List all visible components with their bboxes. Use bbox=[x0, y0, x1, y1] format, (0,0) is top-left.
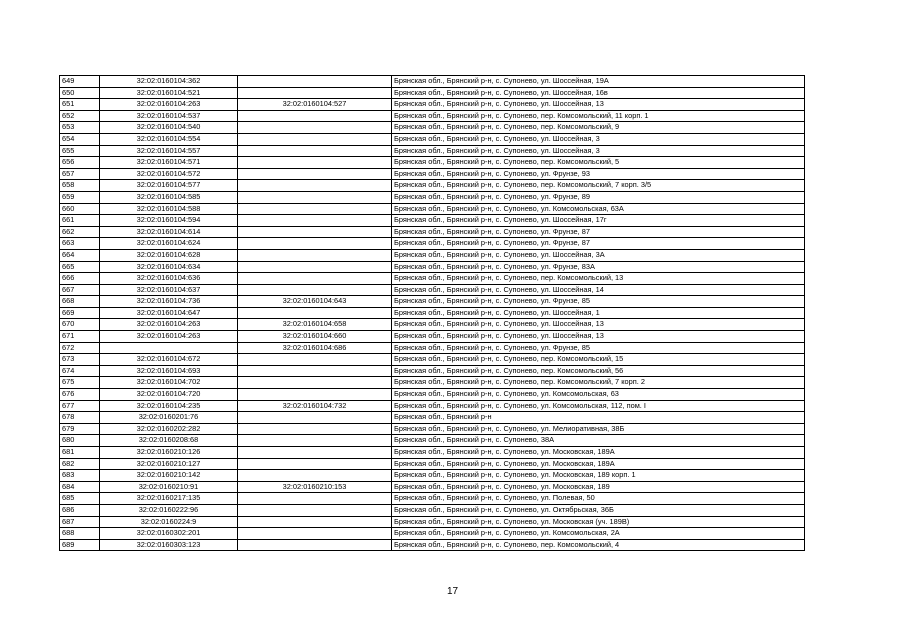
parent-cadastral-number-cell bbox=[238, 377, 392, 389]
cadastral-number-cell: 32:02:0160104:362 bbox=[100, 76, 238, 88]
row-number-cell: 685 bbox=[60, 493, 100, 505]
parent-cadastral-number-cell bbox=[238, 284, 392, 296]
parent-cadastral-number-cell: 32:02:0160210:153 bbox=[238, 481, 392, 493]
table-row bbox=[60, 481, 805, 493]
parent-cadastral-number-cell bbox=[238, 249, 392, 261]
address-cell: Брянская обл., Брянский р-н, с. Супонево, ул. Шоссейная, 13 bbox=[392, 319, 805, 331]
cadastral-number-cell: 32:02:0160104:736 bbox=[100, 296, 238, 308]
registry-table bbox=[59, 75, 805, 551]
parent-cadastral-number-cell bbox=[238, 447, 392, 459]
table-row bbox=[60, 354, 805, 366]
address-cell: Брянская обл., Брянский р-н, с. Супонево, ул. Шоссейная, 14 bbox=[392, 284, 805, 296]
table-row bbox=[60, 273, 805, 285]
cadastral-number-cell: 32:02:0160104:577 bbox=[100, 180, 238, 192]
cadastral-number-cell: 32:02:0160104:537 bbox=[100, 110, 238, 122]
address-cell: Брянская обл., Брянский р-н, с. Супонево, ул. Фрунзе, 87 bbox=[392, 238, 805, 250]
cadastral-number-cell: 32:02:0160104:540 bbox=[100, 122, 238, 134]
address-cell: Брянская обл., Брянский р-н, с. Супонево, ул. Мелиоративная, 38Б bbox=[392, 423, 805, 435]
table-row bbox=[60, 365, 805, 377]
cadastral-number-cell: 32:02:0160210:142 bbox=[100, 470, 238, 482]
row-number-cell: 658 bbox=[60, 180, 100, 192]
cadastral-number-cell: 32:02:0160104:235 bbox=[100, 400, 238, 412]
address-cell: Брянская обл., Брянский р-н, с. Супонево, ул. Московская, 189 корп. 1 bbox=[392, 470, 805, 482]
row-number-cell: 679 bbox=[60, 423, 100, 435]
table-row bbox=[60, 145, 805, 157]
address-cell: Брянская обл., Брянский р-н, с. Супонево, ул. Комсомольская, 112, пом. I bbox=[392, 400, 805, 412]
parent-cadastral-number-cell: 32:02:0160104:643 bbox=[238, 296, 392, 308]
row-number-cell: 667 bbox=[60, 284, 100, 296]
table-row bbox=[60, 110, 805, 122]
table-row bbox=[60, 307, 805, 319]
cadastral-number-cell: 32:02:0160104:628 bbox=[100, 249, 238, 261]
parent-cadastral-number-cell bbox=[238, 203, 392, 215]
parent-cadastral-number-cell bbox=[238, 412, 392, 424]
table-row bbox=[60, 122, 805, 134]
table-row bbox=[60, 447, 805, 459]
parent-cadastral-number-cell bbox=[238, 273, 392, 285]
parent-cadastral-number-cell bbox=[238, 516, 392, 528]
row-number-cell: 686 bbox=[60, 504, 100, 516]
cadastral-number-cell: 32:02:0160104:521 bbox=[100, 87, 238, 99]
address-cell: Брянская обл., Брянский р-н, с. Супонево, ул. Шоссейная, 17г bbox=[392, 215, 805, 227]
cadastral-number-cell: 32:02:0160224:9 bbox=[100, 516, 238, 528]
table-row bbox=[60, 76, 805, 88]
cadastral-number-cell: 32:02:0160208:68 bbox=[100, 435, 238, 447]
cadastral-number-cell: 32:02:0160104:702 bbox=[100, 377, 238, 389]
parent-cadastral-number-cell bbox=[238, 365, 392, 377]
cadastral-number-cell: 32:02:0160104:672 bbox=[100, 354, 238, 366]
parent-cadastral-number-cell bbox=[238, 76, 392, 88]
parent-cadastral-number-cell bbox=[238, 493, 392, 505]
row-number-cell: 662 bbox=[60, 226, 100, 238]
cadastral-number-cell: 32:02:0160104:634 bbox=[100, 261, 238, 273]
table-row bbox=[60, 435, 805, 447]
address-cell: Брянская обл., Брянский р-н, с. Супонево, ул. Шоссейная, 3 bbox=[392, 133, 805, 145]
row-number-cell: 681 bbox=[60, 447, 100, 459]
address-cell: Брянская обл., Брянский р-н, с. Супонево, ул. Шоссейная, 1 bbox=[392, 307, 805, 319]
table-row bbox=[60, 238, 805, 250]
parent-cadastral-number-cell bbox=[238, 389, 392, 401]
table-row bbox=[60, 99, 805, 111]
table-row bbox=[60, 180, 805, 192]
parent-cadastral-number-cell bbox=[238, 215, 392, 227]
table-row bbox=[60, 249, 805, 261]
address-cell: Брянская обл., Брянский р-н, с. Супонево, ул. Московская (уч. 189В) bbox=[392, 516, 805, 528]
row-number-cell: 676 bbox=[60, 389, 100, 401]
row-number-cell: 660 bbox=[60, 203, 100, 215]
address-cell: Брянская обл., Брянский р-н, с. Супонево, пер. Комсомольский, 5 bbox=[392, 157, 805, 169]
cadastral-number-cell: 32:02:0160104:571 bbox=[100, 157, 238, 169]
parent-cadastral-number-cell: 32:02:0160104:732 bbox=[238, 400, 392, 412]
table-row bbox=[60, 331, 805, 343]
row-number-cell: 674 bbox=[60, 365, 100, 377]
table-row bbox=[60, 458, 805, 470]
row-number-cell: 664 bbox=[60, 249, 100, 261]
table-row bbox=[60, 400, 805, 412]
table-row bbox=[60, 168, 805, 180]
cadastral-number-cell: 32:02:0160104:572 bbox=[100, 168, 238, 180]
cadastral-number-cell: 32:02:0160222:96 bbox=[100, 504, 238, 516]
parent-cadastral-number-cell bbox=[238, 539, 392, 551]
parent-cadastral-number-cell bbox=[238, 528, 392, 540]
parent-cadastral-number-cell bbox=[238, 307, 392, 319]
parent-cadastral-number-cell bbox=[238, 458, 392, 470]
parent-cadastral-number-cell bbox=[238, 133, 392, 145]
address-cell: Брянская обл., Брянский р-н, с. Супонево, ул. Шоссейная, 19А bbox=[392, 76, 805, 88]
table-row bbox=[60, 539, 805, 551]
table-row bbox=[60, 377, 805, 389]
parent-cadastral-number-cell bbox=[238, 238, 392, 250]
row-number-cell: 668 bbox=[60, 296, 100, 308]
address-cell: Брянская обл., Брянский р-н, с. Супонево, пер. Комсомольский, 15 bbox=[392, 354, 805, 366]
table-row bbox=[60, 87, 805, 99]
cadastral-number-cell: 32:02:0160104:585 bbox=[100, 191, 238, 203]
row-number-cell: 683 bbox=[60, 470, 100, 482]
row-number-cell: 687 bbox=[60, 516, 100, 528]
cadastral-number-cell: 32:02:0160104:720 bbox=[100, 389, 238, 401]
address-cell: Брянская обл., Брянский р-н, с. Супонево, ул. Московская, 189А bbox=[392, 447, 805, 459]
table-row bbox=[60, 215, 805, 227]
address-cell: Брянская обл., Брянский р-н, с. Супонево, ул. Полевая, 50 bbox=[392, 493, 805, 505]
table-row bbox=[60, 470, 805, 482]
parent-cadastral-number-cell bbox=[238, 261, 392, 273]
row-number-cell: 652 bbox=[60, 110, 100, 122]
address-cell: Брянская обл., Брянский р-н, с. Супонево, пер. Комсомольский, 4 bbox=[392, 539, 805, 551]
address-cell: Брянская обл., Брянский р-н, с. Супонево, ул. Шоссейная, 3А bbox=[392, 249, 805, 261]
address-cell: Брянская обл., Брянский р-н, с. Супонево, пер. Комсомольский, 7 корп. 2 bbox=[392, 377, 805, 389]
cadastral-number-cell: 32:02:0160104:588 bbox=[100, 203, 238, 215]
row-number-cell: 649 bbox=[60, 76, 100, 88]
table-row bbox=[60, 412, 805, 424]
address-cell: Брянская обл., Брянский р-н, с. Супонево, ул. Шоссейная, 16в bbox=[392, 87, 805, 99]
address-cell: Брянская обл., Брянский р-н, с. Супонево, пер. Комсомольский, 11 корп. 1 bbox=[392, 110, 805, 122]
row-number-cell: 657 bbox=[60, 168, 100, 180]
cadastral-number-cell: 32:02:0160104:594 bbox=[100, 215, 238, 227]
parent-cadastral-number-cell bbox=[238, 168, 392, 180]
address-cell: Брянская обл., Брянский р-н, с. Супонево, ул. Фрунзе, 89 bbox=[392, 191, 805, 203]
row-number-cell: 650 bbox=[60, 87, 100, 99]
cadastral-number-cell: 32:02:0160104:637 bbox=[100, 284, 238, 296]
cadastral-number-cell: 32:02:0160303:123 bbox=[100, 539, 238, 551]
address-cell: Брянская обл., Брянский р-н, с. Супонево, пер. Комсомольский, 9 bbox=[392, 122, 805, 134]
parent-cadastral-number-cell bbox=[238, 145, 392, 157]
address-cell: Брянская обл., Брянский р-н, с. Супонево, ул. Фрунзе, 87 bbox=[392, 226, 805, 238]
row-number-cell: 672 bbox=[60, 342, 100, 354]
table-row bbox=[60, 284, 805, 296]
row-number-cell: 684 bbox=[60, 481, 100, 493]
address-cell: Брянская обл., Брянский р-н, с. Супонево, ул. Октябрьская, 36Б bbox=[392, 504, 805, 516]
row-number-cell: 673 bbox=[60, 354, 100, 366]
table-row bbox=[60, 133, 805, 145]
parent-cadastral-number-cell bbox=[238, 504, 392, 516]
row-number-cell: 665 bbox=[60, 261, 100, 273]
document-sheet bbox=[59, 75, 805, 551]
row-number-cell: 666 bbox=[60, 273, 100, 285]
cadastral-number-cell: 32:02:0160104:263 bbox=[100, 319, 238, 331]
address-cell: Брянская обл., Брянский р-н, с. Супонево, ул. Шоссейная, 13 bbox=[392, 331, 805, 343]
address-cell: Брянская обл., Брянский р-н, с. Супонево, 38А bbox=[392, 435, 805, 447]
address-cell: Брянская обл., Брянский р-н, с. Супонево, ул. Комсомольская, 63 bbox=[392, 389, 805, 401]
address-cell: Брянская обл., Брянский р-н bbox=[392, 412, 805, 424]
table-row bbox=[60, 342, 805, 354]
row-number-cell: 677 bbox=[60, 400, 100, 412]
address-cell: Брянская обл., Брянский р-н, с. Супонево, ул. Комсомольская, 63А bbox=[392, 203, 805, 215]
parent-cadastral-number-cell bbox=[238, 110, 392, 122]
parent-cadastral-number-cell bbox=[238, 423, 392, 435]
parent-cadastral-number-cell bbox=[238, 470, 392, 482]
row-number-cell: 653 bbox=[60, 122, 100, 134]
row-number-cell: 688 bbox=[60, 528, 100, 540]
address-cell: Брянская обл., Брянский р-н, с. Супонево, ул. Комсомольская, 2А bbox=[392, 528, 805, 540]
address-cell: Брянская обл., Брянский р-н, с. Супонево, пер. Комсомольский, 56 bbox=[392, 365, 805, 377]
cadastral-number-cell: 32:02:0160104:614 bbox=[100, 226, 238, 238]
table-row bbox=[60, 157, 805, 169]
cadastral-number-cell: 32:02:0160104:557 bbox=[100, 145, 238, 157]
row-number-cell: 655 bbox=[60, 145, 100, 157]
address-cell: Брянская обл., Брянский р-н, с. Супонево, ул. Шоссейная, 13 bbox=[392, 99, 805, 111]
table-row bbox=[60, 191, 805, 203]
parent-cadastral-number-cell bbox=[238, 122, 392, 134]
row-number-cell: 680 bbox=[60, 435, 100, 447]
table-row bbox=[60, 493, 805, 505]
parent-cadastral-number-cell bbox=[238, 180, 392, 192]
address-cell: Брянская обл., Брянский р-н, с. Супонево, ул. Фрунзе, 93 bbox=[392, 168, 805, 180]
cadastral-number-cell: 32:02:0160210:126 bbox=[100, 447, 238, 459]
address-cell: Брянская обл., Брянский р-н, с. Супонево, пер. Комсомольский, 13 bbox=[392, 273, 805, 285]
cadastral-number-cell: 32:02:0160104:636 bbox=[100, 273, 238, 285]
row-number-cell: 682 bbox=[60, 458, 100, 470]
table-row bbox=[60, 319, 805, 331]
address-cell: Брянская обл., Брянский р-н, с. Супонево, ул. Московская, 189 bbox=[392, 481, 805, 493]
row-number-cell: 654 bbox=[60, 133, 100, 145]
row-number-cell: 670 bbox=[60, 319, 100, 331]
cadastral-number-cell bbox=[100, 342, 238, 354]
table-row bbox=[60, 423, 805, 435]
row-number-cell: 661 bbox=[60, 215, 100, 227]
table-row bbox=[60, 516, 805, 528]
parent-cadastral-number-cell: 32:02:0160104:527 bbox=[238, 99, 392, 111]
row-number-cell: 671 bbox=[60, 331, 100, 343]
address-cell: Брянская обл., Брянский р-н, с. Супонево, ул. Фрунзе, 83А bbox=[392, 261, 805, 273]
parent-cadastral-number-cell bbox=[238, 157, 392, 169]
address-cell: Брянская обл., Брянский р-н, с. Супонево, ул. Фрунзе, 85 bbox=[392, 296, 805, 308]
cadastral-number-cell: 32:02:0160210:127 bbox=[100, 458, 238, 470]
address-cell: Брянская обл., Брянский р-н, с. Супонево, ул. Шоссейная, 3 bbox=[392, 145, 805, 157]
row-number-cell: 656 bbox=[60, 157, 100, 169]
address-cell: Брянская обл., Брянский р-н, с. Супонево, ул. Московская, 189А bbox=[392, 458, 805, 470]
table-row bbox=[60, 261, 805, 273]
cadastral-number-cell: 32:02:0160104:647 bbox=[100, 307, 238, 319]
row-number-cell: 675 bbox=[60, 377, 100, 389]
parent-cadastral-number-cell bbox=[238, 191, 392, 203]
cadastral-number-cell: 32:02:0160104:624 bbox=[100, 238, 238, 250]
cadastral-number-cell: 32:02:0160104:693 bbox=[100, 365, 238, 377]
registry-table-body bbox=[60, 76, 805, 551]
parent-cadastral-number-cell bbox=[238, 226, 392, 238]
cadastral-number-cell: 32:02:0160217:135 bbox=[100, 493, 238, 505]
table-row bbox=[60, 504, 805, 516]
table-row bbox=[60, 528, 805, 540]
parent-cadastral-number-cell: 32:02:0160104:686 bbox=[238, 342, 392, 354]
parent-cadastral-number-cell bbox=[238, 87, 392, 99]
parent-cadastral-number-cell bbox=[238, 435, 392, 447]
row-number-cell: 669 bbox=[60, 307, 100, 319]
cadastral-number-cell: 32:02:0160104:263 bbox=[100, 331, 238, 343]
parent-cadastral-number-cell: 32:02:0160104:658 bbox=[238, 319, 392, 331]
cadastral-number-cell: 32:02:0160202:282 bbox=[100, 423, 238, 435]
row-number-cell: 659 bbox=[60, 191, 100, 203]
cadastral-number-cell: 32:02:0160104:554 bbox=[100, 133, 238, 145]
row-number-cell: 651 bbox=[60, 99, 100, 111]
table-row bbox=[60, 203, 805, 215]
address-cell: Брянская обл., Брянский р-н, с. Супонево, ул. Фрунзе, 85 bbox=[392, 342, 805, 354]
table-row bbox=[60, 389, 805, 401]
row-number-cell: 678 bbox=[60, 412, 100, 424]
table-row bbox=[60, 226, 805, 238]
cadastral-number-cell: 32:02:0160104:263 bbox=[100, 99, 238, 111]
parent-cadastral-number-cell bbox=[238, 354, 392, 366]
table-row bbox=[60, 296, 805, 308]
cadastral-number-cell: 32:02:0160302:201 bbox=[100, 528, 238, 540]
cadastral-number-cell: 32:02:0160210:91 bbox=[100, 481, 238, 493]
cadastral-number-cell: 32:02:0160201:76 bbox=[100, 412, 238, 424]
address-cell: Брянская обл., Брянский р-н, с. Супонево, пер. Комсомольский, 7 корп. 3/5 bbox=[392, 180, 805, 192]
parent-cadastral-number-cell: 32:02:0160104:660 bbox=[238, 331, 392, 343]
row-number-cell: 689 bbox=[60, 539, 100, 551]
row-number-cell: 663 bbox=[60, 238, 100, 250]
page-number: 17 bbox=[446, 586, 459, 597]
